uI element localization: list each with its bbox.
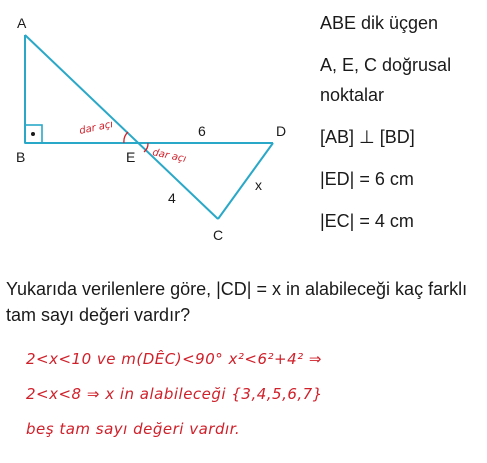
handwritten-line-3: beş tam sayı değeri vardır.: [26, 420, 241, 438]
given-ED: |ED| = 6 cm: [320, 169, 414, 189]
given-EC: |EC| = 4 cm: [320, 211, 414, 231]
label-E: E: [126, 149, 136, 165]
label-C: C: [213, 227, 224, 243]
handwritten-line-1: 2<x<10 ve m(DÊC)<90° x²<6²+4² ⇒: [26, 350, 323, 368]
right-angle-dot: [31, 132, 35, 136]
label-A: A: [17, 15, 27, 31]
segment-CD: [218, 143, 273, 219]
handwritten-line-2: 2<x<8 ⇒ x in alabileceği {3,4,5,6,7}: [26, 385, 323, 403]
label-D: D: [276, 123, 287, 139]
length-CD: x: [255, 177, 262, 193]
label-B: B: [16, 149, 26, 165]
annotation-angle-right: [151, 147, 187, 165]
geometry-figure: [0, 0, 300, 250]
given-collinear-cont: noktalar: [320, 85, 385, 105]
length-ED: 6: [198, 123, 206, 139]
question-text: Yukarıda verilenlere göre, |CD| = x in alabileceği kaç farklı tam sayı değeri vardır?: [6, 279, 468, 325]
given-triangle: ABE dik üçgen: [320, 13, 439, 33]
given-info: [320, 12, 485, 252]
annotation-angle-left-text: dar açı: [78, 119, 115, 137]
given-collinear: A, E, C doğrusal: [320, 55, 452, 75]
annotation-angle-left: [78, 119, 114, 137]
segment-AC: [25, 35, 218, 219]
annotation-angle-right-text: dar açı: [151, 147, 188, 166]
length-EC: 4: [168, 190, 176, 206]
given-perpendicular: [AB] ⊥ [BD]: [320, 127, 415, 147]
